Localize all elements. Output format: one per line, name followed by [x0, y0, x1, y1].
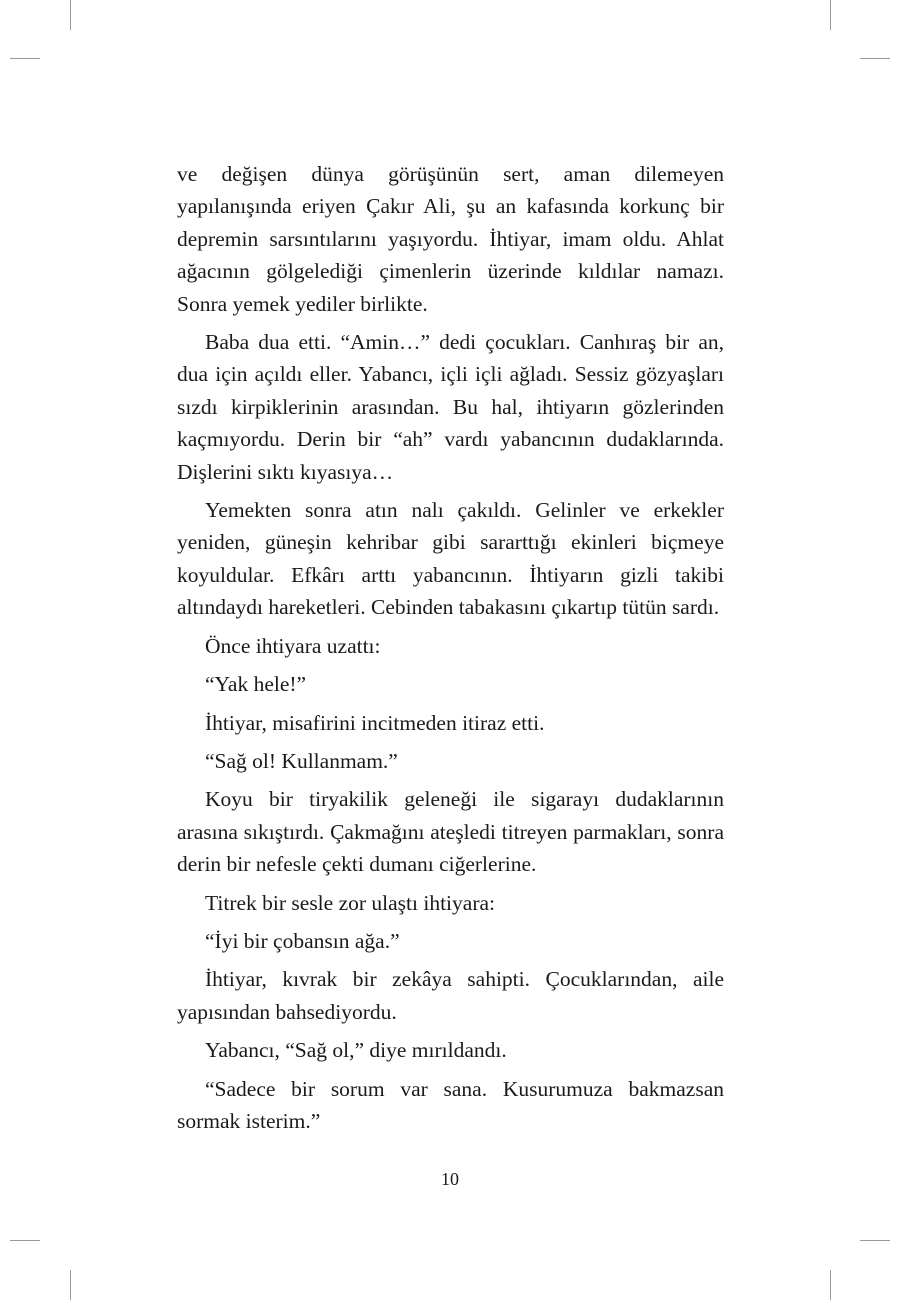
paragraph: Titrek bir sesle zor ulaştı ihtiyara:	[205, 890, 495, 915]
paragraph: Yabancı, “Sağ ol,” diye mırıldandı.	[205, 1038, 507, 1063]
dialogue-line: “İyi bir çobansın ağa.”	[205, 928, 400, 953]
page-number: 10	[441, 1169, 459, 1189]
paragraph: ve değişen dünya görüşünün sert, aman dilemeyen yapılanışında eriyen Çakır Ali, şu an kafasında korkunç bir depremin sarsıntılarını yaşıyordu. İhtiyar, imam oldu. Ahlat ağacının gölgelediği çimenlerin üzerinde kıldılar namazı. Sonra yemek yediler birlikte.	[177, 162, 724, 316]
dialogue-line: “Sadece bir sorum var sana. Kusurumuza bakmazsan sormak isterim.”	[177, 1076, 724, 1133]
crop-mark	[70, 0, 71, 30]
body-text	[177, 158, 724, 1143]
paragraph: Baba dua etti. “Amin…” dedi çocukları. Canhıraş bir an, dua için açıldı eller. Yabancı, içli içli ağladı. Sessiz gözyaşları sızdı kirpiklerinin arasından. Bu hal, ihtiyarın gözlerinden kaçmıyordu. Derin bir “ah” vardı yabancının dudaklarında. Dişlerini sıktı kıyasıya…	[177, 330, 724, 484]
paragraph: İhtiyar, kıvrak bir zekâya sahipti. Çocuklarından, aile yapısından bahsediyordu.	[177, 967, 724, 1024]
dialogue-line: “Sağ ol! Kullanmam.”	[205, 748, 398, 773]
crop-mark	[10, 1240, 40, 1241]
paragraph: Koyu bir tiryakilik geleneği ile sigarayı dudaklarının arasına sıkıştırdı. Çakmağını ateşledi titreyen parmakları, sonra derin bir nefesle çekti dumanı ciğerlerine.	[177, 787, 724, 877]
crop-mark	[860, 58, 890, 59]
crop-mark	[10, 58, 40, 59]
crop-mark	[830, 0, 831, 30]
paragraph: Önce ihtiyara uzattı:	[205, 633, 381, 658]
dialogue-line: “Yak hele!”	[205, 672, 307, 697]
crop-mark	[830, 1270, 831, 1300]
crop-mark	[70, 1270, 71, 1300]
crop-mark	[860, 1240, 890, 1241]
paragraph: Yemekten sonra atın nalı çakıldı. Gelinler ve erkekler yeniden, güneşin kehribar gibi sararttığı ekinleri biçmeye koyuldular. Efkârı arttı yabancının. İhtiyarın gizli takibi altındaydı hareketleri. Cebinden tabakasını çıkartıp tütün sardı.	[177, 498, 724, 620]
paragraph: İhtiyar, misafirini incitmeden itiraz etti.	[205, 710, 545, 735]
